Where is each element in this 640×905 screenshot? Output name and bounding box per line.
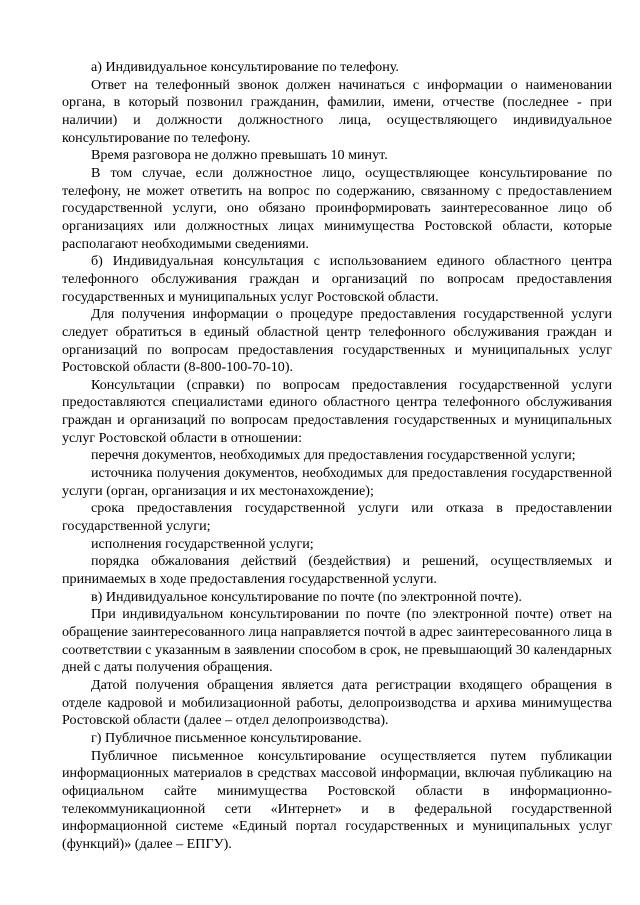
- paragraph-receipt-date: Датой получения обращения является дата регистрации входящего обращения в отделе кадровой и мобилизационной работы, делопроизводства и архива минимущества Ростовской области (далее – отдел делопроизводства).: [62, 676, 612, 729]
- paragraph-redirect-rules: В том случае, если должностное лицо, осуществляющее консультирование по телефону, не может ответить на вопрос по содержанию, связанному с предоставлением государственной услуги, оно обязано проинформировать заинтересованное лицо об организациях или должностных лицах минимущества Ростовской области, которые располагают необходимыми сведениями.: [62, 164, 612, 252]
- paragraph-phone-consultation-heading: а) Индивидуальное консультирование по телефону.: [91, 59, 399, 75]
- list-item-service-execution: исполнения государственной услуги;: [91, 535, 314, 552]
- paragraph-call-center-heading: б) Индивидуальная консультация с использованием единого областного центра телефонного обслуживания граждан и организаций по вопросам предоставления государственных и муниципальных услуг Ростовской области.: [62, 253, 612, 305]
- list-item-service-terms: срока предоставления государственной услуги или отказа в предоставлении государственной услуги;: [62, 500, 612, 535]
- list-item-documents: перечня документов, необходимых для предоставления государственной услуги;: [91, 447, 576, 464]
- paragraph-call-center-phone: Для получения информации о процедуре предоставления государственной услуги следует обратиться в единый областной центр телефонного обслуживания граждан и организаций по вопросам предоставления государственных и муниципальных услуг Ростовской области (8-800-100-70-10).: [62, 306, 612, 376]
- paragraph-call-duration: Время разговора не должно превышать 10 минут.: [91, 147, 388, 164]
- paragraph-mail-answer-rules: При индивидуальном консультировании по почте (по электронной почте) ответ на обращение заинтересованного лица направляется почтой в адрес заинтересованного лица в соответствии с указанным в заявлении способом в срок, не превышающий 30 календарных дней с даты получения обращения.: [62, 606, 612, 676]
- paragraph-phone-answer-rules: Ответ на телефонный звонок должен начинаться с информации о наименовании органа, в который позвонил гражданин, фамилии, имени, отчестве (последнее - при наличии) и должности должностного лица, осуществляющего индивидуальное консультирование по телефону.: [62, 76, 612, 146]
- list-item-appeal-procedure: порядка обжалования действий (бездействия) и решений, осуществляемых и принимаемых в ходе предоставления государственной услуги.: [62, 553, 612, 588]
- paragraph-consultation-topics: Консультации (справки) по вопросам предоставления государственной услуги предоставляются специалистами единого областного центра телефонного обслуживания граждан и организаций по вопросам предоставления государственных и муниципальных услуг Ростовской области в отношении:: [62, 376, 612, 446]
- paragraph-public-consultation-rules: Публичное письменное консультирование осуществляется путем публикации информационных материалов в средствах массовой информации, включая публикацию на официальном сайте минимущества Ростовской области в информационно-телекоммуникационной сети «Интернет» и в федеральной государственной информационной системе «Единый портал государственных и муниципальных услуг (функций)» (далее – ЕПГУ).: [62, 747, 612, 852]
- paragraph-mail-consultation-heading: в) Индивидуальное консультирование по почте (по электронной почте).: [91, 588, 522, 605]
- list-item-document-sources: источника получения документов, необходимых для предоставления государственной услуги (орган, организация и их местонахождение);: [62, 465, 612, 499]
- paragraph-public-consultation-heading: г) Публичное письменное консультирование.: [91, 729, 362, 746]
